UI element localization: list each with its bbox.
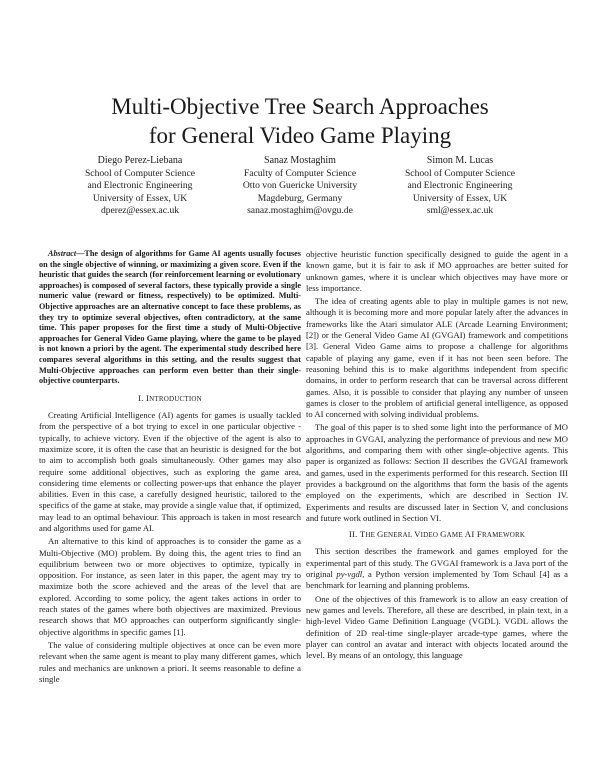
- section-title-part: ENERAL: [383, 531, 415, 540]
- author-name: Diego Perez-Liebana: [97, 155, 183, 166]
- section-heading-gvgai: [306, 529, 568, 541]
- author-3: [380, 155, 540, 218]
- author-affiliation: Faculty of Computer Science: [243, 167, 357, 179]
- right-column: [306, 249, 568, 663]
- author-1: [60, 155, 220, 218]
- section-title-part: G: [377, 529, 384, 540]
- author-affiliation: School of Computer Science: [404, 167, 516, 179]
- section-heading-introduction: [39, 393, 301, 405]
- section-title-rest: NTRODUCTION: [149, 394, 202, 403]
- section-title-part: AME: [446, 531, 465, 540]
- section-title-part: HE: [365, 531, 377, 540]
- intro-paragraph-3: The value of considering multiple objectives at once can be even more relevant when the same agent is meant to play many different games, which rules and mechanics are unknown a priori. It seems reasonable to define a single: [39, 639, 301, 684]
- gvgai-text: , a Python version implemented by Tom Schaul [4] as a benchmark for learning and planning problems.: [306, 569, 568, 591]
- intro-paragraph-2: An alternative to this kind of approaches is to consider the game as a Multi-Objective (MO) problem. By doing this, the agent tries to find an equilibrium between two or more objectives to optimize, typically in opposition. For instance, as seen later in this paper, the agent may try to maximize both the score achieved and the areas of the level that are explored. According to some policy, the agent takes actions in order to reach states of the games where both objectives are maximized. Previous research shows that MO approaches can outperform significantly single-objective algorithms in specific games [1].: [39, 536, 301, 637]
- section-title-part: G: [440, 529, 447, 540]
- author-location: University of Essex, UK: [92, 192, 188, 204]
- abstract-text: —The design of algorithms for Game AI agents usually focuses on the single objective of winning, or maximizing a given score. Even if the heuristic that guides the search (for reinforcement learning or evolutionary approaches) is composed of several factors, these typically provide a single numeric value (reward or fitness, respectively) to be optimized. Multi-Objective approaches are an alternative concept to face these problems, as they try to optimize several objectives, often contradictory, at the same time. This paper proposes for the first time a study of Multi-Objective approaches for General Video Game playing, where the game to be played is not known a priori by the agent. The experimental study described here compares several algorithms in this setting, and the results suggest that Multi-Objective approaches can perform even better than their single-objective counterparts.: [39, 249, 301, 386]
- gvgai-text: This section describes the framework and games employed for the experimental part of this study. The GVGAI framework is a Java port of the original: [306, 546, 568, 580]
- author-affiliation: Otto von Guericke University: [242, 180, 358, 192]
- section-number: II.: [348, 529, 358, 540]
- intro-paragraph-1: Creating Artificial Intelligence (AI) agents for games is usually tackled from the perspective of a bot trying to excel in one particular objective - typically, to achieve victory. Even if the objective of the agent is also to maximize score, it is often the case that an heuristic is designed for the bot to aim to accomplish both goals simultaneously. Other games may also require some additional objectives, such as exploring the game area, considering time elements or collecting power-ups that enhance the player abilities. Even in this case, a carefully designed heuristic, tailored to the specifics of the game at stake, may provide a single value that, if optimized, may lead to an optimal behaviour. This approach is taken in most research and algorithms used for game AI.: [39, 410, 301, 533]
- author-email: sanaz.mostaghim@ovgu.de: [247, 205, 353, 217]
- author-name: Simon M. Lucas: [426, 155, 494, 166]
- section-title-part: RAMEWORK: [481, 531, 526, 540]
- author-affiliation: and Electronic Engineering: [87, 180, 193, 192]
- intro-paragraph-4: The idea of creating agents able to play in multiple games is not new, although it is becoming more and more popular lately after the advances in frameworks like the Atari simulator ALE (Arcade Learning Environment; [2]) or the General Video Game AI (GVGAI) framework and competitions [3]. General Video Game aims to propose a challenge for algorithms capable of playing any game, even if it has not been seen before. The reasoning behind this is to make algorithms independent from specific domains, in order to perform research that can be traversal across different games. Also, it is possible to consider that playing any number of unseen games is closer to the problem of artificial general intelligence, as opposed to AI concerned with solving individual problems.: [306, 296, 568, 420]
- author-2: [220, 155, 380, 218]
- author-name: Sanaz Mostaghim: [264, 155, 336, 166]
- title-line-1: Multi-Objective Tree Search Approaches: [111, 94, 489, 119]
- title-line-2: for General Video Game Playing: [148, 123, 452, 148]
- section-title-part: T: [359, 529, 366, 540]
- author-email: sml@essex.ac.uk: [426, 205, 494, 217]
- intro-paragraph-5: The goal of this paper is to shed some light into the performance of MO approaches in GVGAI, analyzing the performance of previous and new MO algorithms, and comparing them with other single-objective agents. This paper is organized as follows: Section II describes the GVGAI framework and games, used in the experiments performed for this research. Section III provides a background on the algorithms that form the basis of the agents employed on the experiments, which are described in Section IV. Experiments and results are discussed later in Section V, and conclusions and future work outlined in Section VI.: [306, 422, 568, 523]
- gvgai-paragraph-2: One of the objectives of this framework is to allow an easy creation of new games and levels. Therefore, all these are described, in plain text, in a high-level Video Game Definition Language (VGDL). VGDL allows the definition of 2D real-time single-player arcade-type games, where the player can control an avatar and interact with objects located around the level. By means of an ontology, this language: [306, 593, 568, 661]
- author-block: [0, 155, 600, 223]
- section-title-part: IDEO: [420, 531, 441, 540]
- author-affiliation: School of Computer Science: [84, 167, 196, 179]
- paper-title: [0, 92, 600, 150]
- gvgai-paragraph-1: [306, 546, 568, 591]
- author-email: dperez@essex.ac.uk: [100, 205, 180, 217]
- section-number: I.: [138, 392, 144, 403]
- author-affiliation: and Electronic Engineering: [407, 180, 513, 192]
- abstract: [39, 249, 301, 387]
- intro-paragraph-3-continued: objective heuristic function specifically designed to guide the agent in a known game, but it is fair to ask if MO approaches are better suited for unknown games, where it is unclear which objectives may have more or less importance.: [306, 249, 568, 293]
- author-location: Magdeburg, Germany: [257, 192, 343, 204]
- author-location: University of Essex, UK: [412, 192, 508, 204]
- section-title-part: AI F: [464, 529, 482, 540]
- abstract-lead: Abstract: [48, 249, 77, 258]
- section-title-part: V: [414, 529, 421, 540]
- section-title-initial: I: [146, 392, 150, 403]
- gvgai-italic-term: py-vgdl: [336, 569, 363, 580]
- left-column: [39, 249, 301, 687]
